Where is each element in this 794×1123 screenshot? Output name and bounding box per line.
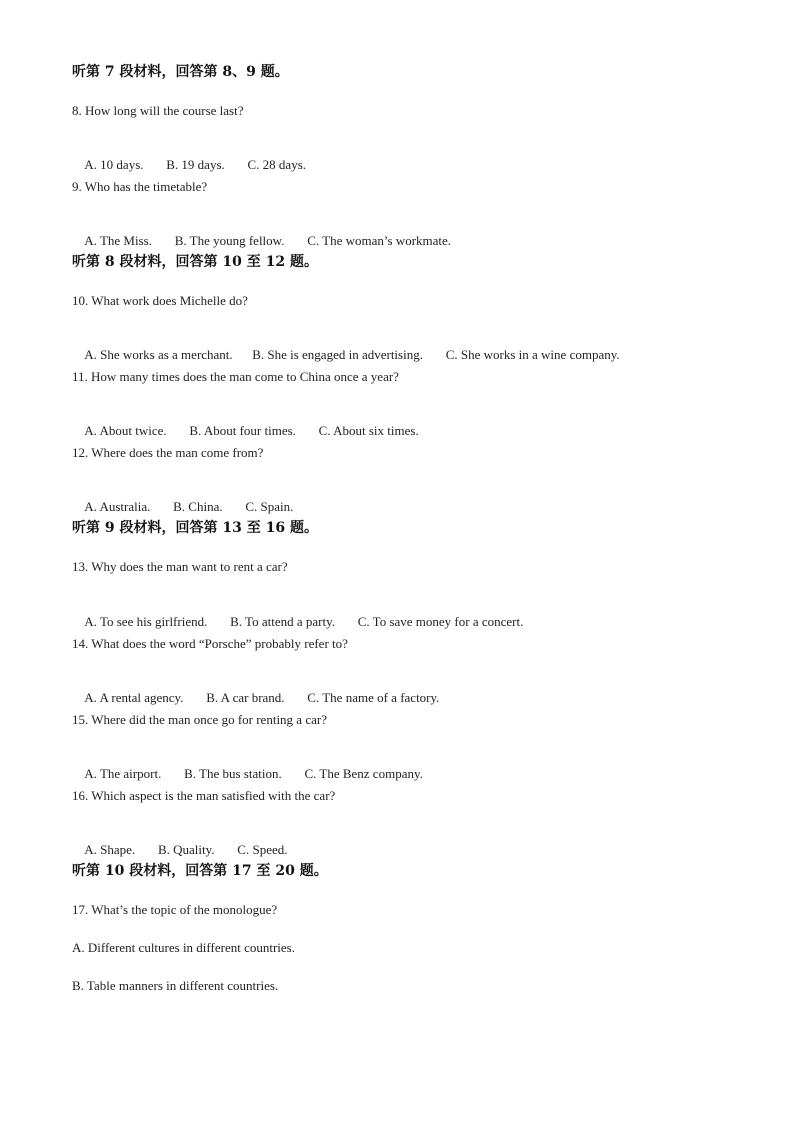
question-text: 13. Why does the man want to rent a car? — [72, 559, 288, 574]
option-a: A. To see his girlfriend. — [84, 614, 208, 629]
option-b: B. She is engaged in advertising. — [252, 347, 423, 362]
option-b: B. Table manners in different countries. — [72, 978, 279, 993]
section-heading: 听第 7 段材料，回答第 8、9 题。 — [72, 64, 289, 80]
option-b: B. To attend a party. — [230, 614, 335, 629]
option-a: A. Australia. — [84, 499, 151, 514]
question-text: 11. How many times does the man come to China once a year? — [72, 369, 399, 384]
option-c: C. The name of a factory. — [307, 690, 440, 705]
option-a: A. She works as a merchant. — [84, 347, 233, 362]
option-b: B. About four times. — [189, 423, 296, 438]
option-c: C. About six times. — [318, 423, 419, 438]
question-text: 8. How long will the course last? — [72, 103, 244, 118]
option-c: C. 28 days. — [247, 157, 307, 172]
option-c: C. To save money for a concert. — [357, 614, 524, 629]
option-a: A. Different cultures in different countries. — [72, 940, 295, 955]
option-b: B. The young fellow. — [174, 233, 285, 248]
option-c: C. The woman’s workmate. — [307, 233, 452, 248]
option-c: C. She works in a wine company. — [445, 347, 620, 362]
question-text: 16. Which aspect is the man satisfied with the car? — [72, 788, 336, 803]
section-heading: 听第 9 段材料，回答第 13 至 16 题。 — [72, 520, 318, 536]
option-b: B. 19 days. — [166, 157, 225, 172]
option-b: B. Quality. — [157, 842, 215, 857]
question-text: 14. What does the word “Porsche” probably refer to? — [72, 636, 348, 651]
option-c: C. The Benz company. — [304, 766, 423, 781]
option-a: A. About twice. — [84, 423, 167, 438]
option-b: B. The bus station. — [184, 766, 282, 781]
option-a: A. The Miss. — [84, 233, 152, 248]
question-text: 10. What work does Michelle do? — [72, 293, 248, 308]
option-a: A. A rental agency. — [84, 690, 184, 705]
section-heading: 听第 10 段材料，回答第 17 至 20 题。 — [72, 863, 328, 879]
option-a: A. The airport. — [84, 766, 162, 781]
question-text: 9. Who has the timetable? — [72, 179, 208, 194]
option-c: C. Spain. — [245, 499, 294, 514]
option-c: C. Speed. — [237, 842, 288, 857]
question-text: 12. Where does the man come from? — [72, 445, 264, 460]
question-text: 15. Where did the man once go for renting a car? — [72, 712, 327, 727]
option-a: A. 10 days. — [84, 157, 144, 172]
option-b: B. China. — [173, 499, 223, 514]
section-heading: 听第 8 段材料，回答第 10 至 12 题。 — [72, 254, 318, 270]
option-a: A. Shape. — [84, 842, 136, 857]
question-text: 17. What’s the topic of the monologue? — [72, 902, 278, 917]
option-b: B. A car brand. — [206, 690, 285, 705]
